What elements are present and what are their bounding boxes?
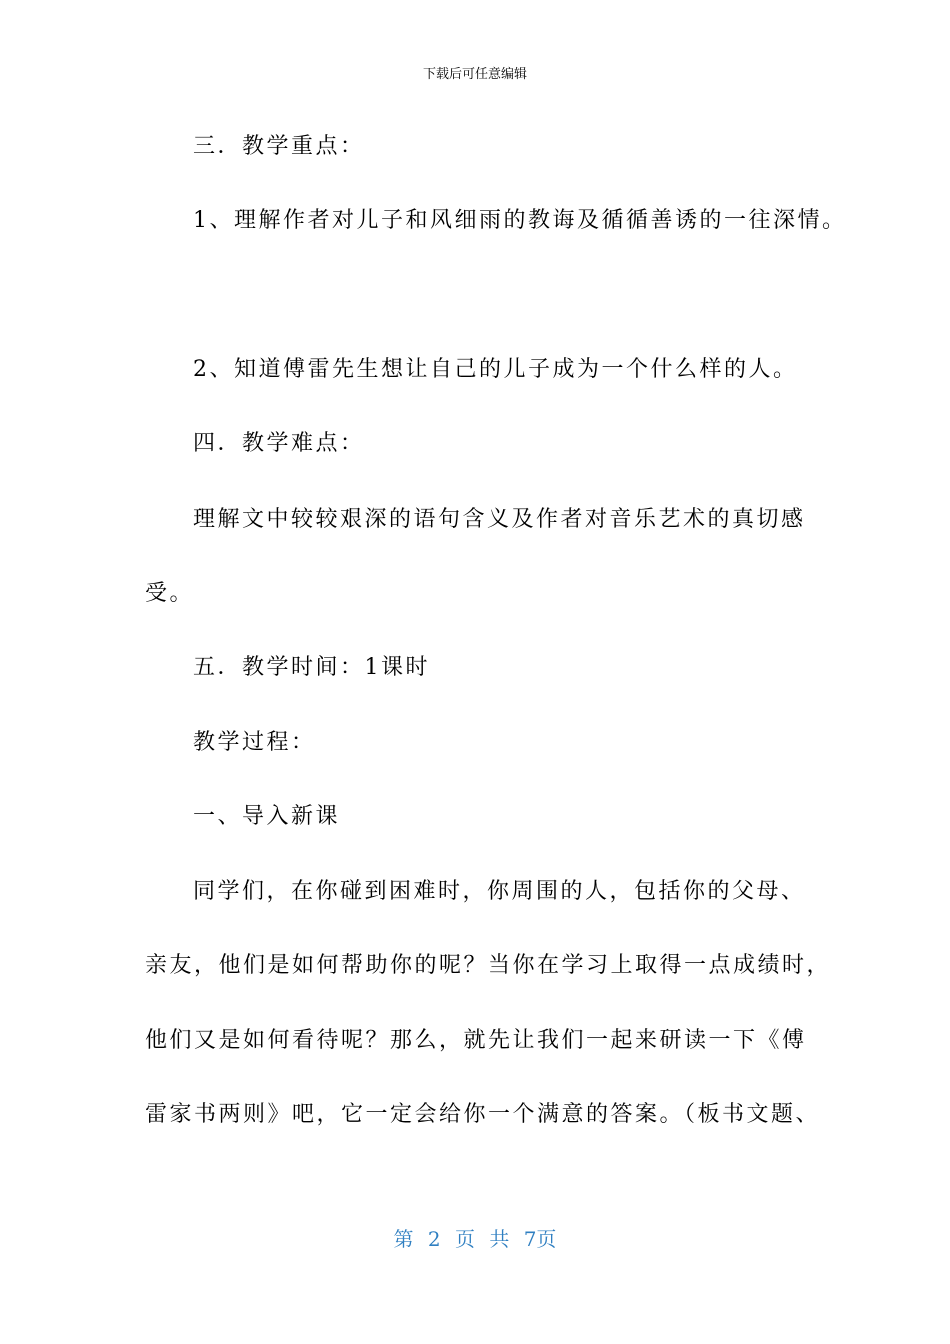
paragraph-line-3: 他们又是如何看待呢？那么，就先让我们一起来研读一下《傅 bbox=[145, 1028, 807, 1053]
paragraph-line-4: 雷家书两则》吧，它一定会给你一个满意的答案。（板书文题、 bbox=[145, 1102, 821, 1127]
page-header-note: 下载后可任意编辑 bbox=[422, 67, 527, 82]
section-heading-key-points: 三．教学重点： bbox=[193, 134, 365, 159]
section-heading-teaching-time: 五．教学时间：1课时 bbox=[193, 655, 430, 680]
heading-teaching-process: 教学过程： bbox=[193, 730, 316, 755]
section-heading-difficulties: 四．教学难点： bbox=[193, 431, 365, 456]
key-point-2: 2、知道傅雷先生想让自己的儿子成为一个什么样的人。 bbox=[193, 357, 798, 382]
page-footer-indicator: 第 2 页 共 7页 bbox=[393, 1227, 557, 1251]
difficulty-text-line-1: 理解文中较较艰深的语句含义及作者对音乐艺术的真切感 bbox=[193, 507, 806, 532]
key-point-1: 1、理解作者对儿子和风细雨的教诲及循循善诱的一往深情。 bbox=[193, 208, 847, 233]
paragraph-line-1: 同学们，在你碰到困难时，你周围的人，包括你的父母、 bbox=[193, 879, 806, 904]
paragraph-line-2: 亲友，他们是如何帮助你的呢？当你在学习上取得一点成绩时， bbox=[145, 953, 832, 978]
heading-introduction: 一、导入新课 bbox=[193, 804, 341, 829]
difficulty-text-line-2: 受。 bbox=[145, 581, 195, 606]
